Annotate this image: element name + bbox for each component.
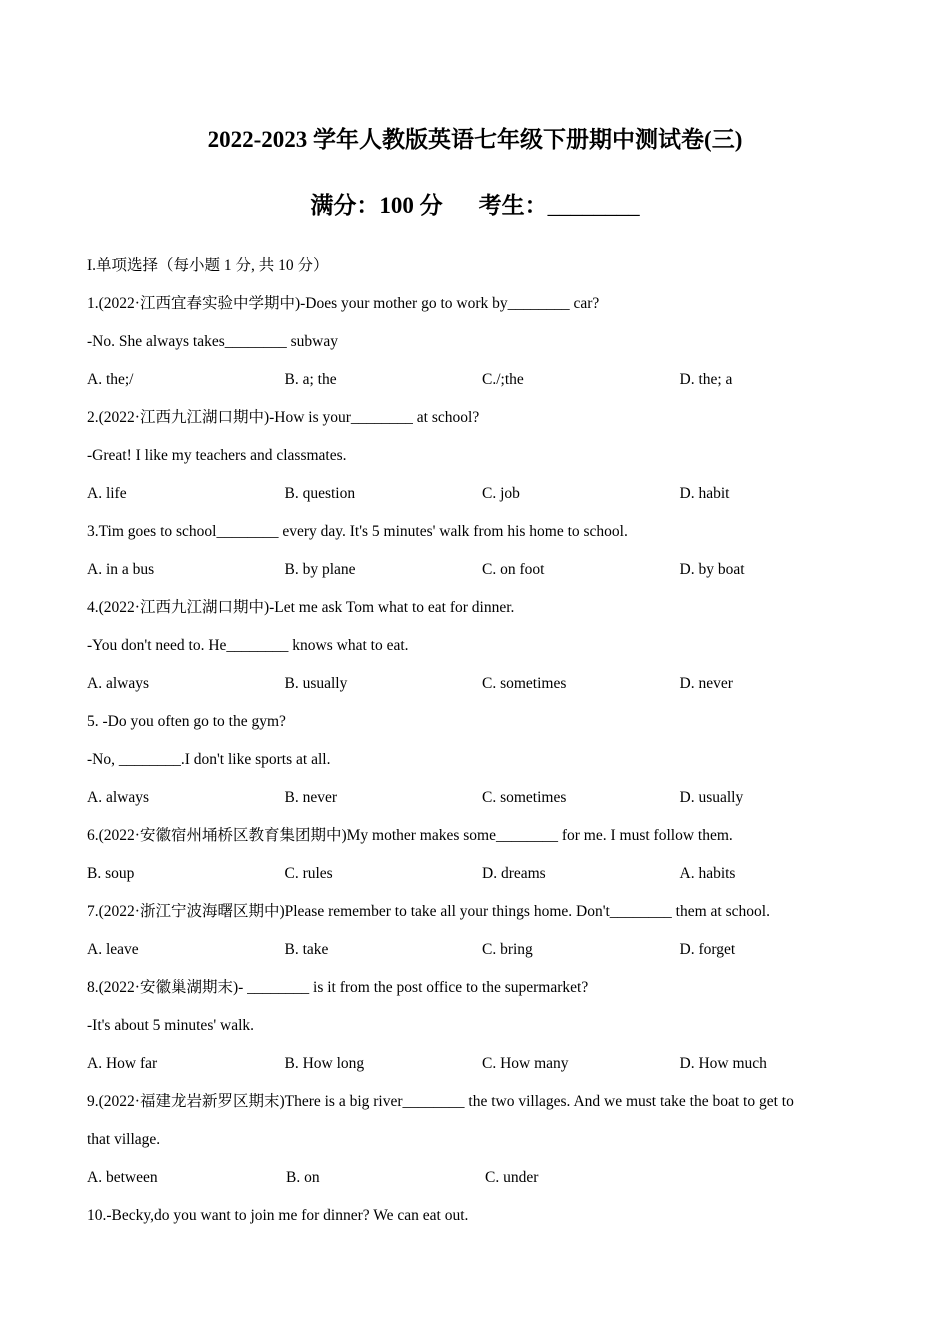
option-row — [87, 551, 877, 589]
answer-option: B. usually — [284, 675, 348, 692]
question-line: -No. She always takes________ subway — [87, 333, 338, 350]
answer-option: B. soup — [87, 865, 135, 882]
answer-option: A. habits — [679, 865, 736, 882]
answer-option: A. between — [87, 1169, 158, 1186]
option-row — [87, 855, 877, 893]
answer-option: B. take — [284, 941, 329, 958]
score-line — [0, 190, 950, 222]
option-row — [87, 931, 877, 969]
option-row — [87, 475, 877, 513]
answer-option: C./;the — [482, 371, 524, 388]
question-stem: 1.(2022·江西宜春实验中学期中)-Does your mother go to work by________ car? — [87, 295, 600, 312]
question-line: -Great! I like my teachers and classmates. — [87, 447, 347, 464]
answer-option: C. sometimes — [482, 789, 567, 806]
full-score: 满分：100 分 — [310, 193, 443, 218]
question-line: -You don't need to. He________ knows what to eat. — [87, 637, 409, 654]
option-row — [87, 1159, 877, 1197]
option-row — [87, 779, 877, 817]
question-stem: 6.(2022·安徽宿州埇桥区教育集团期中)My mother makes some________ for me. I must follow them. — [87, 827, 733, 844]
answer-option: D. forget — [679, 941, 736, 958]
option-row — [87, 361, 877, 399]
answer-option: A. in a bus — [87, 561, 155, 578]
option-row — [87, 665, 877, 703]
answer-option: D. never — [679, 675, 733, 692]
question-stem: 7.(2022·浙江宁波海曙区期中)Please remember to take all your things home. Don't________ them at school. — [87, 903, 770, 920]
answer-option: C. rules — [284, 865, 333, 882]
answer-option: A. always — [87, 675, 149, 692]
answer-option: A. leave — [87, 941, 139, 958]
answer-option: A. life — [87, 485, 127, 502]
answer-option: C. sometimes — [482, 675, 567, 692]
answer-option: D. usually — [679, 789, 744, 806]
question-list — [87, 247, 877, 1235]
answer-option: B. never — [284, 789, 338, 806]
answer-option: C. under — [485, 1169, 539, 1186]
examinee-blank: ________ — [547, 193, 640, 218]
question-stem: 8.(2022·安徽巢湖期末)- ________ is it from the post office to the supermarket? — [87, 979, 589, 996]
answer-option: B. by plane — [284, 561, 356, 578]
answer-option: A. the;/ — [87, 371, 134, 388]
answer-option: B. question — [284, 485, 356, 502]
answer-option: A. How far — [87, 1055, 158, 1072]
option-row — [87, 1045, 877, 1083]
answer-option: A. always — [87, 789, 149, 806]
question-stem: 9.(2022·福建龙岩新罗区期末)There is a big river________ the two villages. And we must take the boat to get to — [87, 1093, 794, 1110]
answer-option: B. How long — [284, 1055, 365, 1072]
examinee-label: 考生： — [478, 193, 548, 218]
answer-option: B. on — [286, 1169, 320, 1186]
answer-option: C. How many — [482, 1055, 569, 1072]
question-line: that village. — [87, 1131, 161, 1148]
answer-option: D. dreams — [482, 865, 546, 882]
answer-option: D. the; a — [679, 371, 733, 388]
question-stem: 2.(2022·江西九江湖口期中)-How is your________ at school? — [87, 409, 480, 426]
question-stem: 4.(2022·江西九江湖口期中)-Let me ask Tom what to eat for dinner. — [87, 599, 515, 616]
section-heading: I.单项选择（每小题 1 分, 共 10 分） — [87, 257, 329, 274]
question-line: -No, ________.I don't like sports at all. — [87, 751, 331, 768]
answer-option: C. on foot — [482, 561, 545, 578]
answer-option: D. by boat — [679, 561, 745, 578]
question-line: -It's about 5 minutes' walk. — [87, 1017, 255, 1034]
answer-option: D. How much — [679, 1055, 767, 1072]
question-stem: 5. -Do you often go to the gym? — [87, 713, 286, 730]
page-title: 2022-2023 学年人教版英语七年级下册期中测试卷(三) — [207, 127, 743, 152]
answer-option: D. habit — [679, 485, 730, 502]
question-stem: 3.Tim goes to school________ every day. It's 5 minutes' walk from his home to school. — [87, 523, 628, 540]
answer-option: B. a; the — [284, 371, 337, 388]
answer-option: C. bring — [482, 941, 533, 958]
question-stem: 10.-Becky,do you want to join me for dinner? We can eat out. — [87, 1207, 469, 1224]
answer-option: C. job — [482, 485, 520, 502]
